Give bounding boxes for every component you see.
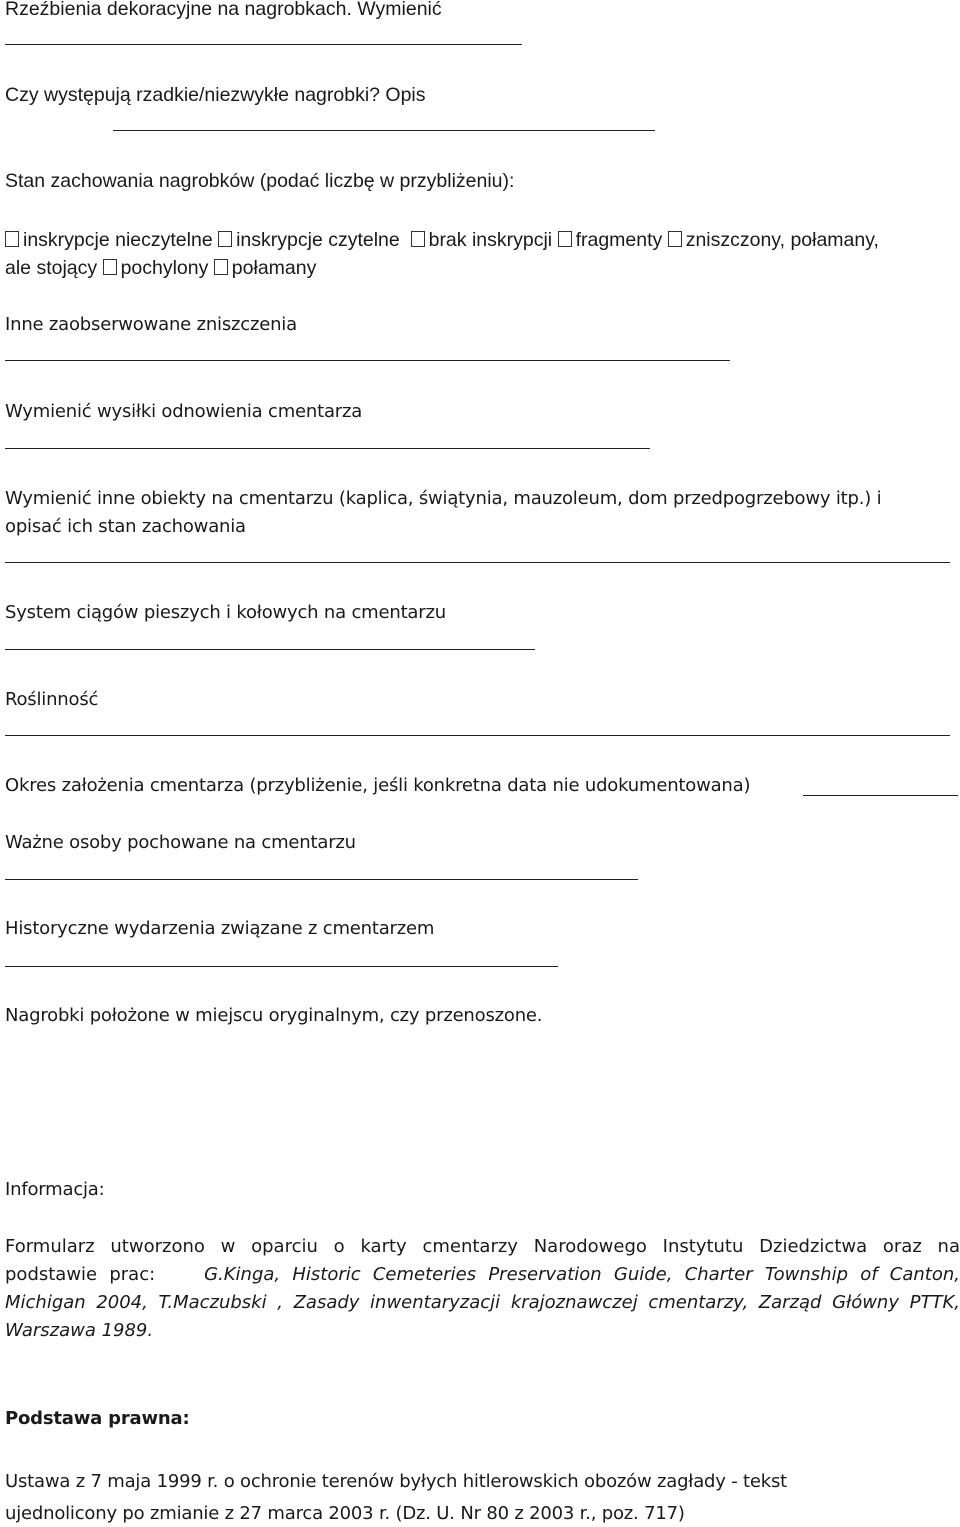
- info-heading: Informacja:: [5, 1179, 105, 1200]
- info-line-4: Warszawa 1989.: [5, 1320, 154, 1341]
- option-broken: połamany: [231, 257, 317, 279]
- condition-options-row-2: [5, 259, 316, 279]
- founding-label: Okres założenia cmentarza (przybliżenie, jeśli konkretna data nie udokumentowana): [5, 775, 751, 796]
- historical-events-answer-line[interactable]: [5, 966, 558, 967]
- legal-line-1: Ustawa z 7 maja 1999 r. o ochronie terenów byłych hitlerowskich obozów zagłady - tekst: [5, 1471, 788, 1492]
- condition-title: Stan zachowania nagrobków (podać liczbę w przybliżeniu):: [5, 170, 515, 192]
- checkbox-icon[interactable]: [668, 231, 682, 247]
- historical-events-label: Historyczne wydarzenia związane z cmentarzem: [5, 918, 435, 939]
- legal-line-2: ujednolicony po zmianie z 27 marca 2003 r. (Dz. U. Nr 80 z 2003 r., poz. 717): [5, 1503, 685, 1524]
- info-paragraph: [5, 1233, 960, 1345]
- renovation-answer-line[interactable]: [5, 448, 650, 449]
- legal-heading: Podstawa prawna:: [5, 1408, 190, 1429]
- important-people-answer-line[interactable]: [5, 879, 638, 880]
- checkbox-icon[interactable]: [218, 231, 232, 247]
- option-broken-standing: zniszczony, połamany,: [685, 229, 879, 251]
- tombstones-original-label: Nagrobki położone w miejscu oryginalnym, czy przenoszone.: [5, 1005, 543, 1026]
- option-legible: inskrypcje czytelne: [236, 229, 400, 251]
- carvings-answer-line[interactable]: [5, 44, 522, 45]
- info-line-2-plain: podstawie prac:: [5, 1264, 156, 1285]
- carvings-label: Rzeźbienia dekoracyjne na nagrobkach. Wymienić: [5, 0, 442, 20]
- rare-tombstones-answer-line[interactable]: [113, 130, 655, 131]
- rare-tombstones-label: Czy występują rzadkie/niezwykłe nagrobki? Opis: [5, 84, 426, 106]
- other-damage-answer-line[interactable]: [5, 360, 730, 361]
- paths-label: System ciągów pieszych i kołowych na cmentarzu: [5, 602, 446, 623]
- important-people-label: Ważne osoby pochowane na cmentarzu: [5, 832, 356, 853]
- other-objects-label-2: opisać ich stan zachowania: [5, 516, 246, 537]
- option-standing-cont: ale stojący: [5, 257, 98, 279]
- checkbox-icon[interactable]: [558, 231, 572, 247]
- checkbox-icon[interactable]: [103, 259, 117, 275]
- other-objects-label-1: Wymienić inne obiekty na cmentarzu (kaplica, świątynia, mauzoleum, dom przedpogrzebowy itp.) i: [5, 488, 882, 509]
- info-line-1: Formularz utworzono w oparciu o karty cmentarzy Narodowego Instytutu Dziedzictwa oraz na: [5, 1236, 960, 1257]
- vegetation-label: Roślinność: [5, 689, 99, 710]
- option-illegible: inskrypcje nieczytelne: [23, 229, 213, 251]
- condition-options-row-1: [5, 231, 879, 251]
- other-objects-answer-line[interactable]: [5, 562, 950, 563]
- renovation-label: Wymienić wysiłki odnowienia cmentarza: [5, 401, 363, 422]
- paths-answer-line[interactable]: [5, 649, 535, 650]
- checkbox-icon[interactable]: [214, 259, 228, 275]
- other-damage-label: Inne zaobserwowane zniszczenia: [5, 314, 297, 335]
- info-line-3: Michigan 2004, T.Maczubski , Zasady inwentaryzacji krajoznawczej cmentarzy, Zarząd Główny PTTK,: [5, 1292, 960, 1313]
- option-no-inscription: brak inskrypcji: [428, 229, 553, 251]
- checkbox-icon[interactable]: [411, 231, 425, 247]
- option-fragments: fragmenty: [575, 229, 663, 251]
- checkbox-icon[interactable]: [5, 231, 19, 247]
- info-line-2: [5, 1261, 960, 1289]
- vegetation-answer-line[interactable]: [5, 735, 950, 736]
- founding-answer-line[interactable]: [803, 795, 958, 796]
- info-line-2-citation: G.Kinga, Historic Cemeteries Preservation Guide, Charter Township of Canton,: [204, 1264, 960, 1285]
- option-tilted: pochylony: [120, 257, 209, 279]
